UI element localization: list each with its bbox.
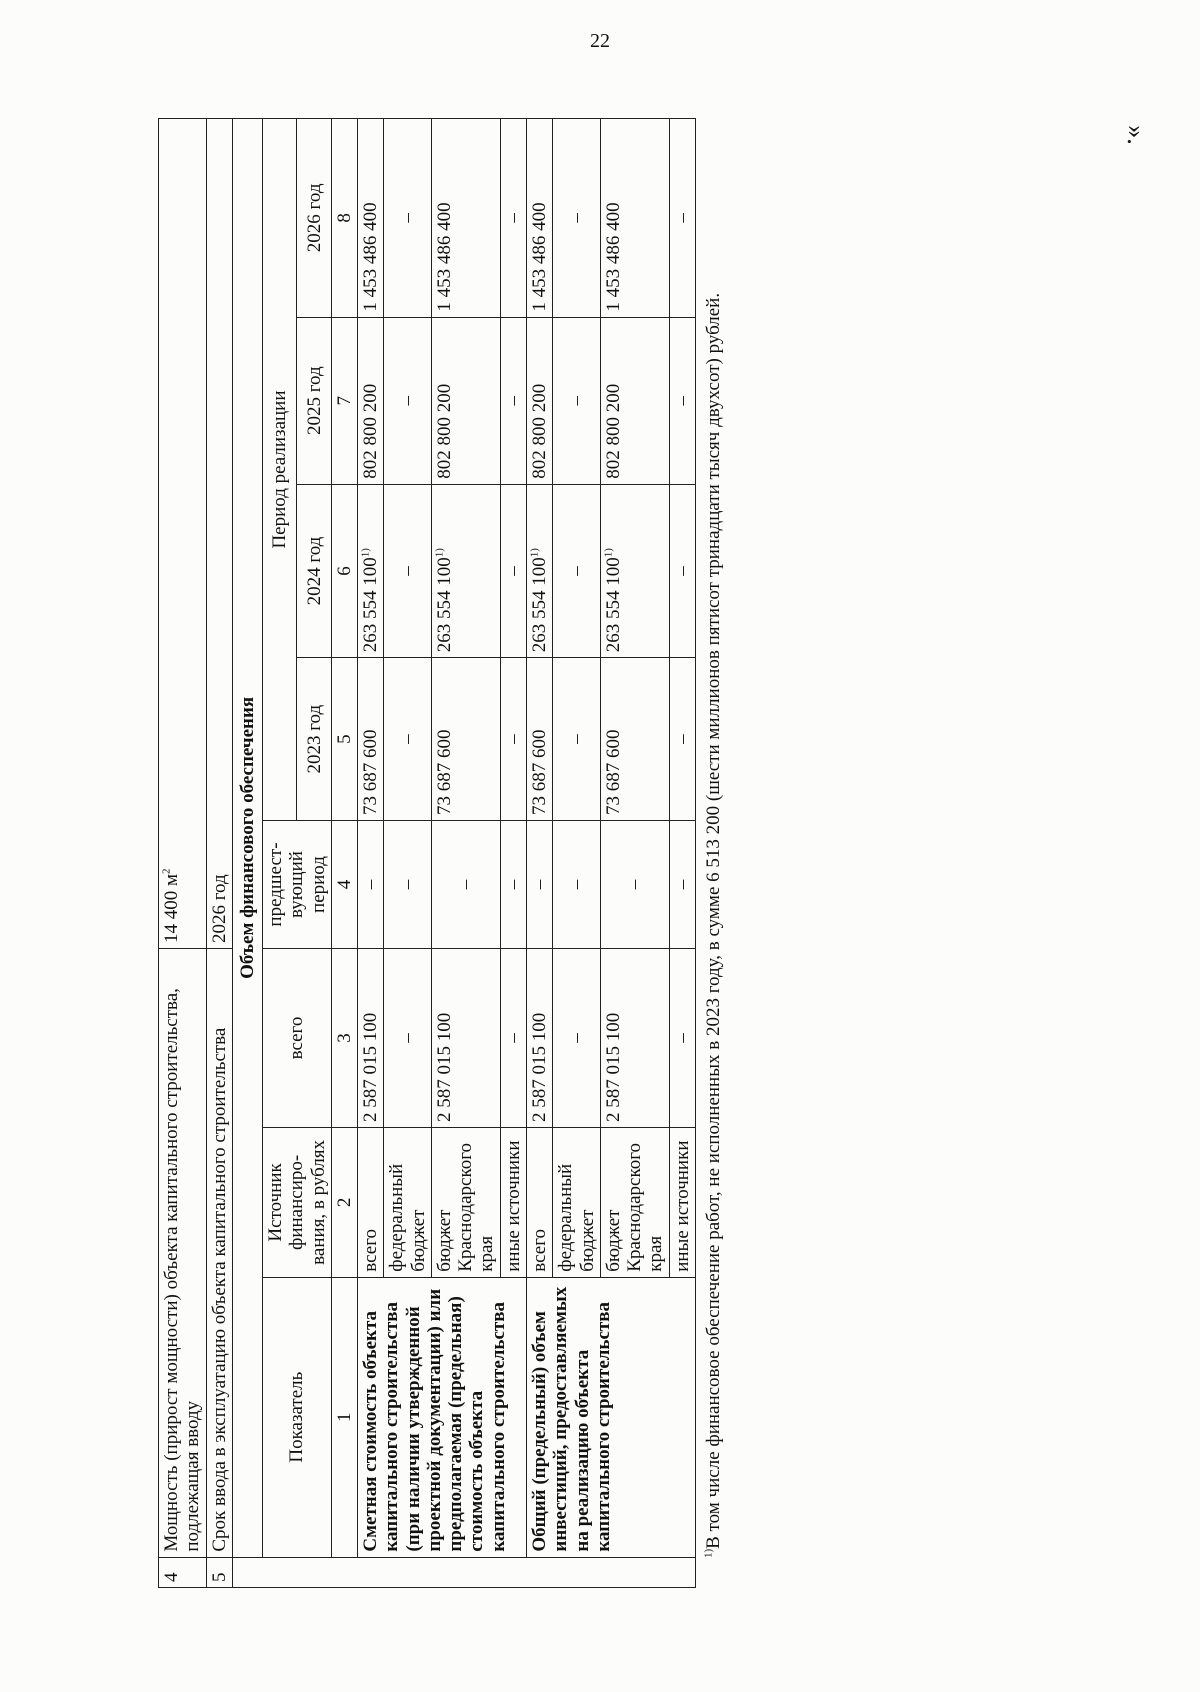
row-number: 4: [159, 1557, 207, 1587]
header-year-2026: 2026 год: [297, 119, 331, 318]
section-title: Объем финансового обеспечения: [232, 119, 262, 1558]
source-cell: бюджет Краснодарского края: [600, 1128, 669, 1278]
total-cell: –: [500, 949, 526, 1128]
y2025-cell: –: [500, 317, 526, 484]
closing-quote-mark: ».: [1121, 125, 1151, 145]
y2024-cell: –: [500, 484, 526, 658]
y2025-cell: 802 800 200: [358, 317, 384, 484]
prev-cell: –: [431, 821, 500, 949]
source-cell: федеральный бюджет: [384, 1128, 432, 1278]
total-cell: 2 587 015 100: [600, 949, 669, 1128]
total-cell: –: [384, 949, 432, 1128]
y2026-cell: 1 453 486 400: [600, 119, 669, 318]
row-value: 2026 год: [206, 119, 232, 949]
y2024-cell: –: [553, 484, 601, 658]
y2025-cell: 802 800 200: [526, 317, 552, 484]
column-number-row: [331, 119, 357, 1588]
row-value: 14 400 $м^2$: [159, 119, 207, 949]
y2026-cell: 1 453 486 400: [431, 119, 500, 318]
y2024-cell: 263 554 100$^{1)}$: [431, 484, 500, 658]
rotated-content: [158, 118, 726, 1588]
prev-cell: –: [669, 821, 695, 949]
y2023-cell: 73 687 600: [358, 658, 384, 821]
y2026-cell: –: [384, 119, 432, 318]
y2026-cell: 1 453 486 400: [358, 119, 384, 318]
table-row: [526, 119, 552, 1588]
section-title-row: [232, 119, 262, 1588]
row-label: Срок ввода в эксплуатацию объекта капитального строительства: [206, 949, 232, 1558]
y2023-cell: –: [669, 658, 695, 821]
prev-cell: –: [526, 821, 552, 949]
source-cell: иные источники: [669, 1128, 695, 1278]
indicator-estimated-cost: Сметная стоимость объекта капитального строительства (при наличии утвержденной проектной документации) или предполагаемая (предельная) стоимость объекта капитального строительства: [358, 1277, 527, 1557]
column-number: 2: [331, 1128, 357, 1278]
header-year-2024: 2024 год: [297, 484, 331, 658]
column-number: 8: [331, 119, 357, 318]
y2024-cell: 263 554 100$^{1)}$: [600, 484, 669, 658]
y2023-cell: –: [553, 658, 601, 821]
source-cell: бюджет Краснодарского края: [431, 1128, 500, 1278]
prev-cell: –: [358, 821, 384, 949]
y2025-cell: –: [384, 317, 432, 484]
table-row: [358, 119, 384, 1588]
y2026-cell: –: [553, 119, 601, 318]
header-year-2025: 2025 год: [297, 317, 331, 484]
header-source: Источник финансиро-вания, в рублях: [263, 1128, 332, 1278]
y2024-cell: 263 554 100$^{1)}$: [526, 484, 552, 658]
column-number: 4: [331, 821, 357, 949]
column-number: 3: [331, 949, 357, 1128]
y2026-cell: –: [669, 119, 695, 318]
row-commissioning: [206, 119, 232, 1588]
column-number: 5: [331, 658, 357, 821]
header-year-2023: 2023 год: [297, 658, 331, 821]
page-number: 22: [590, 30, 610, 52]
total-cell: 2 587 015 100: [526, 949, 552, 1128]
total-cell: 2 587 015 100: [358, 949, 384, 1128]
header-row-1: [263, 119, 297, 1588]
row-label: Мощность (прирост мощности) объекта капитального строительства, подлежащая вводу: [159, 949, 207, 1558]
column-number: 1: [331, 1277, 357, 1557]
source-cell: иные источники: [500, 1128, 526, 1278]
header-previous: предшест-вующий период: [263, 821, 332, 949]
prev-cell: –: [600, 821, 669, 949]
prev-cell: –: [500, 821, 526, 949]
prev-cell: –: [384, 821, 432, 949]
row-number: 5: [206, 1557, 232, 1587]
y2025-cell: 802 800 200: [431, 317, 500, 484]
y2023-cell: 73 687 600: [600, 658, 669, 821]
y2023-cell: 73 687 600: [431, 658, 500, 821]
footnote-marker: 1): [702, 1548, 715, 1558]
y2025-cell: –: [553, 317, 601, 484]
y2024-cell: –: [669, 484, 695, 658]
y2026-cell: 1 453 486 400: [526, 119, 552, 318]
footnote: [696, 118, 726, 1588]
y2026-cell: –: [500, 119, 526, 318]
row-capacity: [159, 119, 207, 1588]
indicator-total-investment: Общий (предельный) объем инвестиций, предоставляемых на реализацию объекта капитального строительства: [526, 1277, 695, 1557]
y2025-cell: –: [669, 317, 695, 484]
column-number: 7: [331, 317, 357, 484]
total-cell: 2 587 015 100: [431, 949, 500, 1128]
header-indicator: Показатель: [263, 1277, 332, 1557]
footnote-text: В том числе финансовое обеспечение работ, не исполненных в 2023 году, в сумме 6 513 200 (шести миллионов пятисот тринадцати тысяч двухсот) рублей.: [702, 292, 724, 1549]
investment-table: [158, 118, 696, 1588]
prev-cell: –: [553, 821, 601, 949]
source-cell: всего: [526, 1128, 552, 1278]
y2025-cell: 802 800 200: [600, 317, 669, 484]
y2024-cell: –: [384, 484, 432, 658]
y2023-cell: 73 687 600: [526, 658, 552, 821]
total-cell: –: [669, 949, 695, 1128]
header-period: Период реализации: [263, 119, 297, 821]
y2023-cell: –: [384, 658, 432, 821]
y2024-cell: 263 554 100$^{1)}$: [358, 484, 384, 658]
total-cell: –: [553, 949, 601, 1128]
source-cell: федеральный бюджет: [553, 1128, 601, 1278]
left-margin-cell: [232, 1557, 695, 1587]
header-total: всего: [263, 949, 332, 1128]
y2023-cell: –: [500, 658, 526, 821]
column-number: 6: [331, 484, 357, 658]
source-cell: всего: [358, 1128, 384, 1278]
